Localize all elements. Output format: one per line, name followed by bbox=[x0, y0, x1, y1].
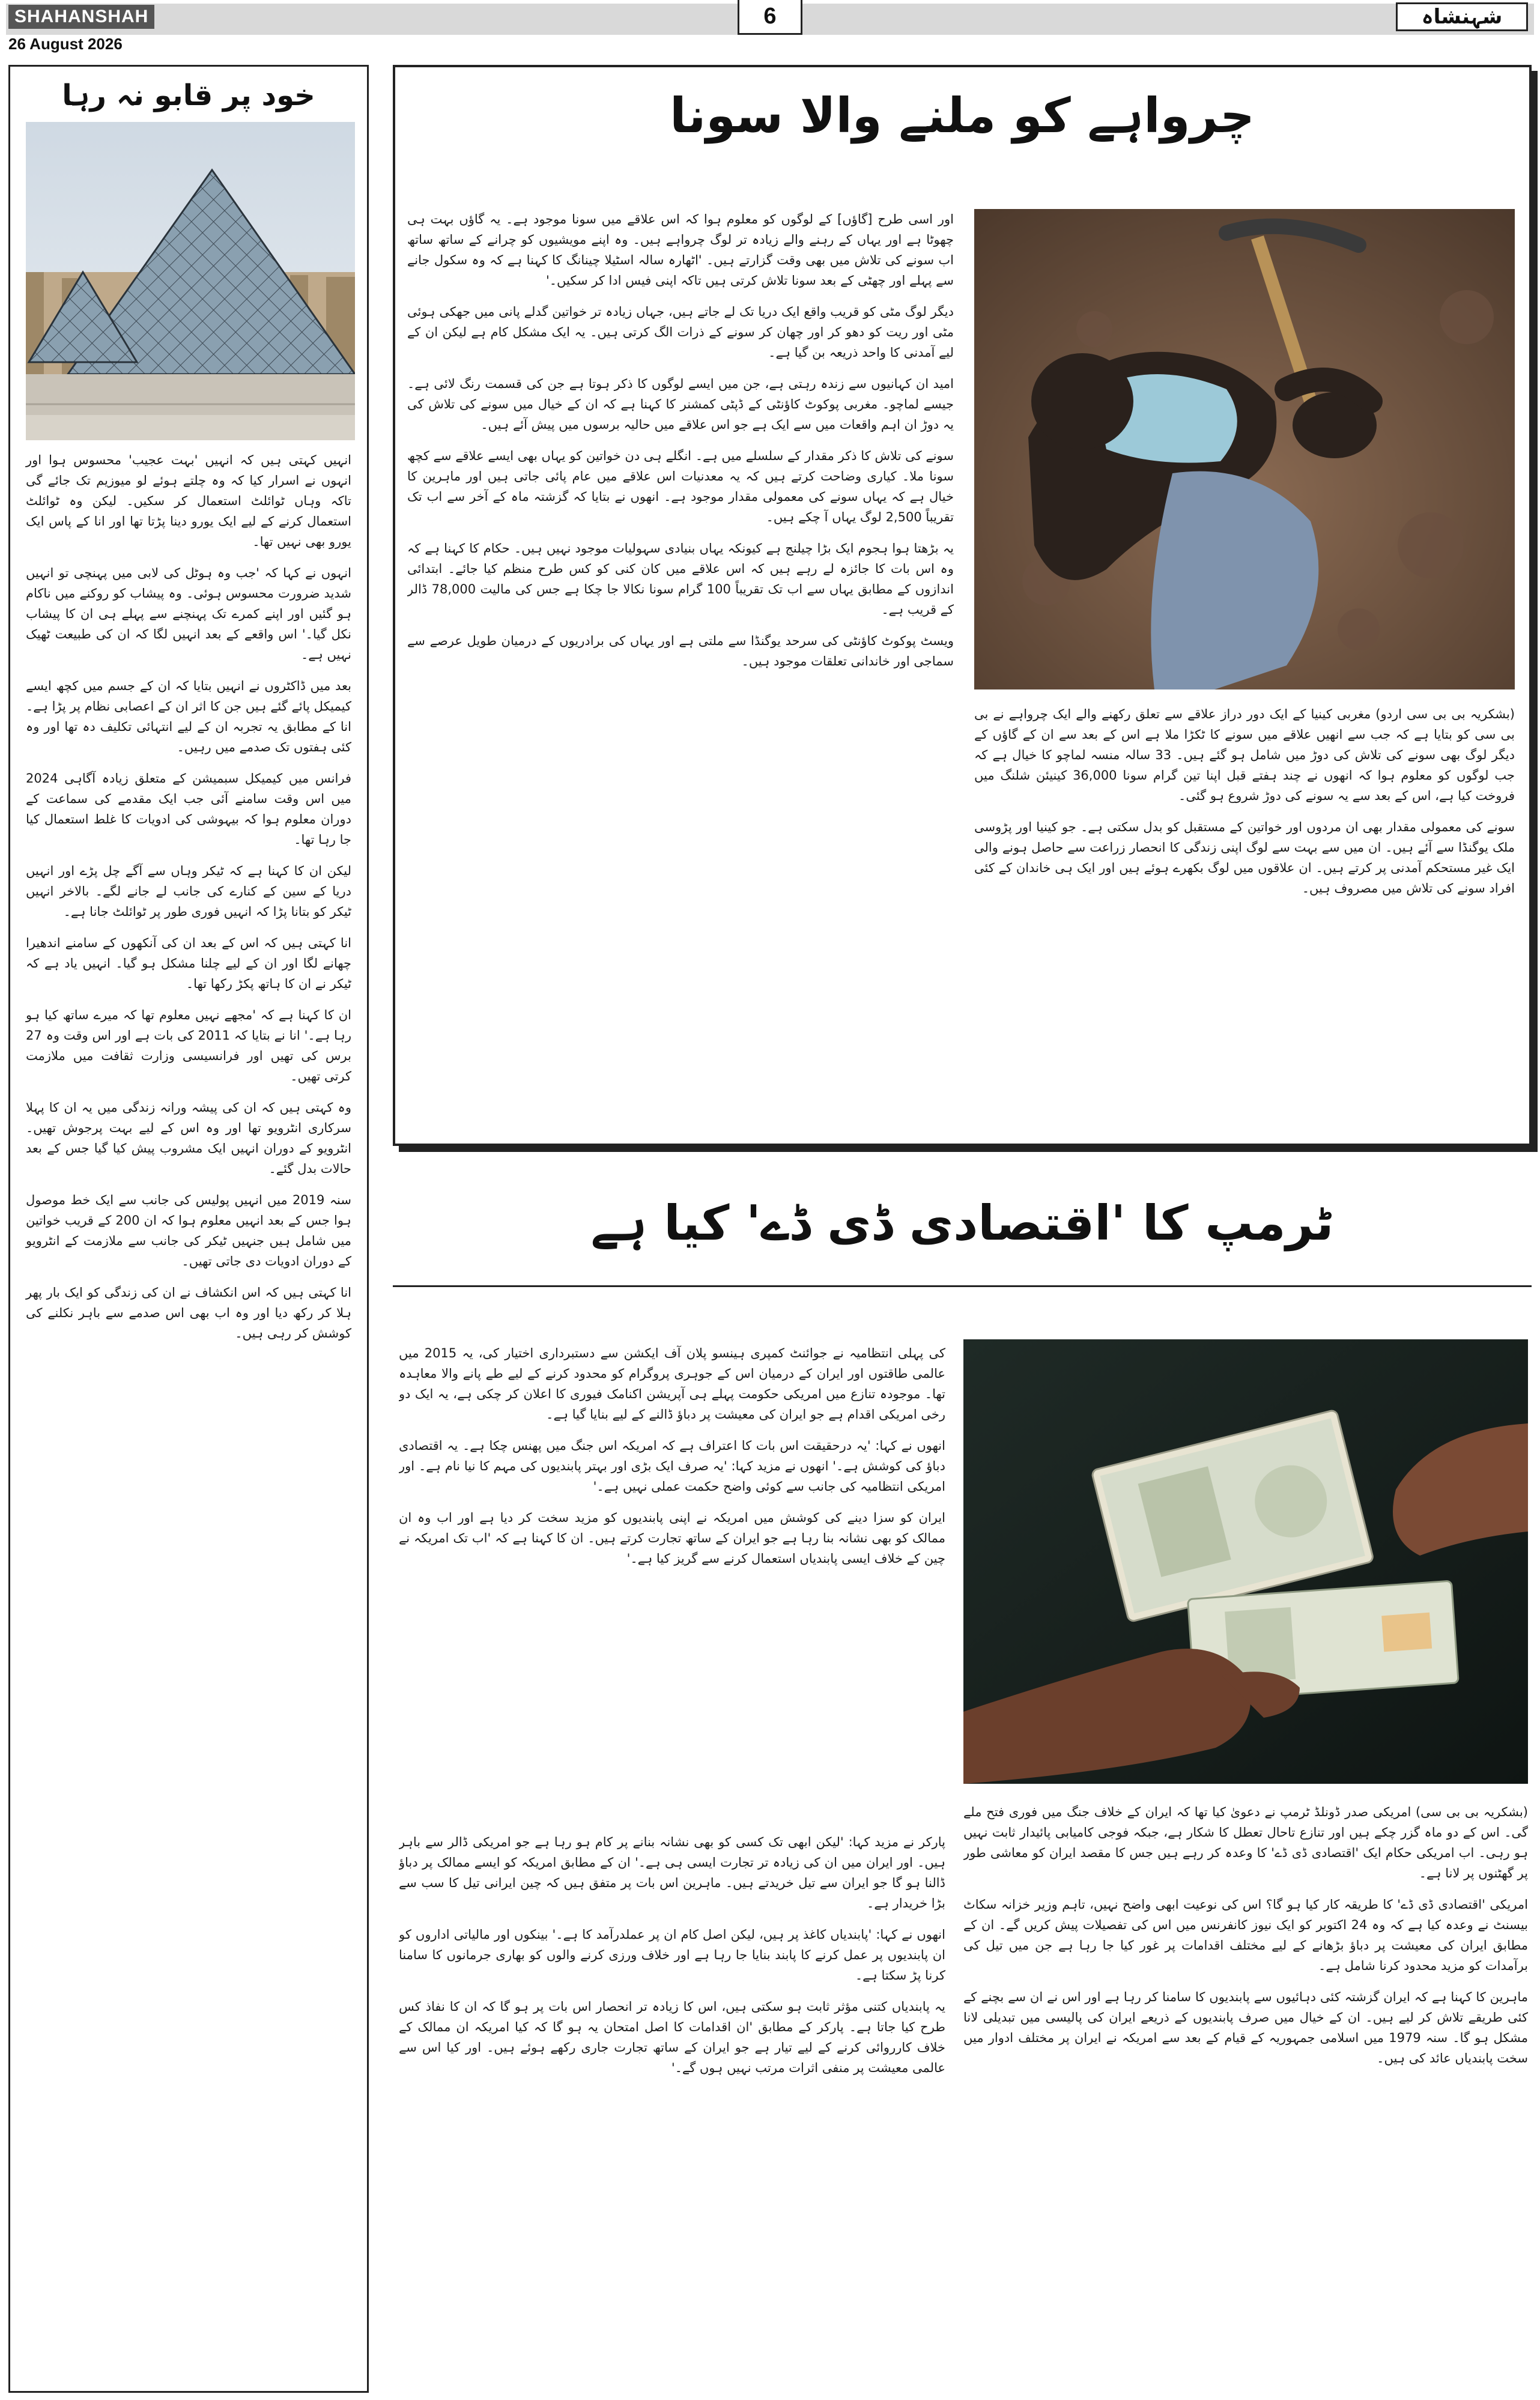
paragraph: یہ پابندیاں کتنی مؤثر ثابت ہو سکتی ہیں، اس کا زیادہ تر انحصار اس بات پر ہو گا کہ ان کا نفاذ کس طرح کیا جاتا ہے۔ پارکر کے مطابق 'ان اقدامات کا اصل امتحان یہ ہو گا کہ کیا امریکہ ان ممالک کے خلاف کارروائی کرنے کے لیے تیار ہے جو ایران کے ساتھ تجارت جاری رکھے ہوئے ہیں۔ اور کیا اس سے عالمی معیشت پر منفی اثرات مرتب نہیں ہوں گے۔' bbox=[399, 1999, 945, 2075]
paragraph: انا کہتی ہیں کہ اس انکشاف نے ان کی زندگی کو ایک بار پھر ہلا کر رکھ دیا اور وہ اب بھی اس صدمے سے باہر نکلنے کی کوشش کر رہی ہیں۔ bbox=[26, 1285, 351, 1341]
article2-column-top-left bbox=[399, 1343, 945, 1823]
miner-pickaxe-photo bbox=[974, 209, 1515, 689]
article2-divider bbox=[393, 1285, 1532, 1287]
paragraph: امید ان کہانیوں سے زندہ رہتی ہے، جن میں ایسے لوگوں کا ذکر ہوتا ہے جن کی قسمت رنگ لائی ہے۔ جیسے لماچو۔ مغربی پوکوٹ کاؤنٹی کے ڈپٹی کمشنر کا کہنا ہے کہ ان کے خیال میں سونے کی تلاش کی یہ دوڑ ان اہم واقعات میں سے ایک ہے جو اس علاقے میں حالیہ برسوں میں پیش آئے ہیں۔ bbox=[407, 377, 954, 432]
paragraph: بعد میں ڈاکٹروں نے انہیں بتایا کہ ان کے جسم میں کچھ ایسے کیمیکل پائے گئے ہیں جن کا اثر ان کے اعصابی نظام پر پڑا ہے۔ انا کے مطابق یہ تجربہ ان کے لیے انتہائی تکلیف دہ تھا اور وہ کئی ہفتوں تک صدمے میں رہیں۔ bbox=[26, 679, 351, 754]
paragraph: سونے کی معمولی مقدار بھی ان مردوں اور خواتین کے مستقبل کو بدل سکتی ہے۔ جو کینیا اور پڑوسی ملک یوگنڈا سے آئے ہیں۔ ان میں سے بہت سے لوگ اپنی زندگی کا انحصار زراعت سے حاصل ہونے والی ایک غیر مستحکم آمدنی پر کرتے ہیں۔ ان علاقوں میں لوگ بکھرے ہوئے ہیں اور ایک ہی خاندان کے کئی افراد سونے کی تلاش میں مصروف ہیں۔ bbox=[974, 820, 1515, 895]
paragraph: لیکن ان کا کہنا ہے کہ ٹیکر وہاں سے آگے چل پڑے اور انہیں دریا کے سین کے کنارے کی جانب لے جانے لگے۔ بالاخر انہیں ٹیکر کو بتانا پڑا کہ انہیں فوری طور پر ٹوائلٹ جانا ہے۔ bbox=[26, 864, 351, 919]
paragraph: سونے کی تلاش کا ذکر مقدار کے سلسلے میں ہے۔ انگلے ہی دن خواتین کو یہاں بھی ایسے علاقے سے کچھ سونا ملا۔ کیاری وضاحت کرتے ہیں کہ یہ معدنیات اس علاقے میں عام پائی جاتی ہیں اور ماہرین کا خیال ہے کہ یہاں سونے کی معمولی مقدار موجود ہے۔ انھوں نے بتایا کہ گزشتہ ماہ کے آخر سے اب تک تقریباً 2,500 لوگ یہاں آ چکے ہیں۔ bbox=[407, 449, 954, 524]
paragraph: (بشکریہ بی بی سی) امریکی صدر ڈونلڈ ٹرمپ نے دعویٰ کیا تھا کہ ایران کے خلاف جنگ میں فوری فتح ملے گی۔ اس کے دو ماہ گزر چکے ہیں اور تنازع تاحال تعطل کا شکار ہے، جبکہ فوجی کامیابی پائیدار ثابت نہیں ہو رہی۔ اب امریکی حکام ایک 'اقتصادی ڈی ڈے' کا وعدہ کر رہے ہیں جس کا مقصد ایران کو معاشی طور پر گھٹنوں پر لانا ہے۔ bbox=[963, 1805, 1528, 1880]
paragraph: یہ بڑھتا ہوا ہجوم ایک بڑا چیلنج ہے کیونکہ یہاں بنیادی سہولیات موجود نہیں ہیں۔ حکام کا کہنا ہے کہ وہ اس بات کا جائزہ لے رہے ہیں کہ اس علاقے میں کان کنی کو کس طرح منظم کیا جائے۔ ابتدائی اندازوں کے مطابق یہاں سے اب تک تقریباً 100 گرام سونا نکالا جا چکا ہے جس کی مالیت 78,000 ڈالر کے قریب ہے۔ bbox=[407, 541, 954, 617]
paragraph: ایران کو سزا دینے کی کوشش میں امریکہ نے اپنی پابندیوں کو مزید سخت کر دیا ہے اور اب وہ ان ممالک کو بھی نشانہ بنا رہا ہے جو ایران کے ساتھ تجارت کرتے ہیں۔ ان کا کہنا ہے کہ 'اب تک امریکہ نے چین کے خلاف ایسی پابندیاں استعمال کرنے سے گریز کیا ہے۔' bbox=[399, 1511, 945, 1566]
article1-column-left bbox=[407, 209, 954, 1134]
louvre-pyramid-photo bbox=[26, 122, 355, 440]
paragraph: سنہ 2019 میں انہیں پولیس کی جانب سے ایک خط موصول ہوا جس کے بعد انہیں معلوم ہوا کہ ان 200 کے قریب خواتین میں شامل ہیں جنہیں ٹیکر کی جانب سے ملازمت کے انٹرویو کے دوران ادویات دی جاتی تھیں۔ bbox=[26, 1193, 351, 1268]
article2-column-left bbox=[399, 1832, 945, 2394]
page-number: 6 bbox=[738, 0, 802, 35]
paragraph: انھوں نے کہا: 'پابندیاں کاغذ پر ہیں، لیکن اصل کام ان پر عملدرآمد کا ہے۔' بینکوں اور مالیاتی اداروں کو ان پابندیوں پر عمل کرنے کا پابند بنایا جا رہا ہے اور خلاف ورزی کرنے والوں کو بھاری جرمانوں کا سامنا کرنا پڑ سکتا ہے۔ bbox=[399, 1927, 945, 1983]
paragraph: پارکر نے مزید کہا: 'لیکن ابھی تک کسی کو بھی نشانہ بنانے پر کام ہو رہا ہے جو امریکی ڈالر سے باہر ہیں۔ اور ایران میں ان کی زیادہ تر تجارت ایسی ہی ہے۔' ان کے مطابق امریکہ کو ایسے ممالک پر دباؤ ڈالنا ہو گا جو ایران سے تیل خریدتے ہیں۔ ماہرین اس بات پر متفق ہیں کہ چین ایرانی تیل کا سب سے بڑا خریدار ہے۔ bbox=[399, 1835, 945, 1911]
paragraph: (بشکریہ بی بی سی اردو) مغربی کینیا کے ایک دور دراز علاقے سے تعلق رکھنے والے ایک چرواہے نے بی بی سی کو بتایا ہے کہ جب سے انھیں علاقے میں سونے کا ٹکڑا ملا ہے اس کے بعد سے ان کے گاؤں کے دیگر لوگ بھی سونے کی تلاش کی دوڑ میں شامل ہو گئے ہیں۔ 33 سالہ منسہ لماچو کا خیال ہے کہ جب لوگوں کو معلوم ہوا کہ انھوں نے چند ہفتے قبل اپنا تین گرام سونا 36,000 کینیئن شلنگ میں فروخت کیا ہے، اس کے بعد سے یہ سونے کی دوڑ شروع ہو گئی۔ bbox=[974, 707, 1515, 803]
article1-column-right bbox=[974, 704, 1515, 1136]
sidebar-article bbox=[8, 65, 369, 2393]
article2-column-right bbox=[963, 1802, 1528, 2394]
article2-headline: ٹرمپ کا 'اقتصادی ڈی ڈے' کیا ہے bbox=[590, 1195, 1334, 1251]
paragraph: فرانس میں کیمیکل سبمیشن کے متعلق زیادہ آگاہی 2024 میں اس وقت سامنے آئی جب ایک مقدمے کی سماعت کے دوران معلوم ہوا کہ بیہوشی کی ادویات کا غلط استعمال کیا جا رہا تھا۔ bbox=[26, 771, 351, 847]
paragraph: ویسٹ پوکوٹ کاؤنٹی کی سرحد یوگنڈا سے ملتی ہے اور یہاں کی برادریوں کے درمیان طویل عرصے سے سماجی اور خاندانی تعلقات موجود ہیں۔ bbox=[407, 634, 954, 668]
issue-date: 26 August 2026 bbox=[8, 35, 123, 53]
paragraph: انہوں نے کہا کہ 'جب وہ ہوٹل کی لابی میں پہنچی تو انہیں شدید ضرورت محسوس ہوئی۔ وہ پیشاب کو روکنے میں ناکام ہو گئیں اور اپنے کمرے تک پہنچنے سے پہلے ہی ان کا پیشاب نکل گیا۔' اس واقعے کے بعد انہیں لگا کہ ان کی طبیعت ٹھیک نہیں ہے۔ bbox=[26, 566, 351, 662]
paragraph: انھوں نے کہا: 'یہ درحقیقت اس بات کا اعتراف ہے کہ امریکہ اس جنگ میں پھنس چکا ہے۔ یہ اقتصادی دباؤ کی کوشش ہے۔' انھوں نے مزید کہا: 'یہ صرف ایک بڑی اور بہتر پابندیوں کی مہم کا نیا نام ہے۔ اور امریکی انتظامیہ کی جانب سے کوئی واضح حکمت عملی نہیں ہے۔' bbox=[399, 1438, 945, 1494]
sidebar-title: خود پر قابو نہ رہا bbox=[62, 79, 315, 112]
paragraph: کی پہلی انتظامیہ نے جوائنٹ کمپری ہینسو پلان آف ایکشن سے دستبرداری اختیار کی، یہ 2015 میں عالمی طاقتوں اور ایران کے درمیان اس کے جوہری پروگرام کو محدود کرنے کے لیے طے پانے والا معاہدہ تھا۔ موجودہ تنازع میں امریکی حکومت پہلے ہی آپریشن اکنامک فیوری کا اعلان کر چکی ہے، یہ ایک دو رخی امریکی اقدام ہے جو ایران کی معیشت پر دباؤ ڈالنے کے لیے بنایا گیا ہے۔ bbox=[399, 1346, 945, 1422]
masthead-brand-urdu: شہنشاہ bbox=[1396, 2, 1528, 31]
paragraph: وہ کہتی ہیں کہ ان کی پیشہ ورانہ زندگی میں یہ ان کا پہلا سرکاری انٹرویو تھا اور وہ اس کے لیے بہت پرجوش تھیں۔ انٹرویو کے دوران انہیں ایک مشروب پیش کیا گیا جس کے بعد حالات بدل گئے۔ bbox=[26, 1100, 351, 1176]
paragraph: اور اسی طرح [گاؤں] کے لوگوں کو معلوم ہوا کہ اس علاقے میں سونا موجود ہے۔ یہ گاؤں بہت ہی چھوٹا ہے اور یہاں کے رہنے والے زیادہ تر لوگ چرواہے ہیں۔ وہ اپنے مویشیوں کو چرانے کے ساتھ ساتھ اب سونے کی تلاش میں بھی وقت گزارتے ہیں۔ 'اٹھارہ سالہ اسٹیلا چینانگ کا کہنا ہے کہ وہ سکول جانے سے پہلے اور چھٹی کے بعد سونا تلاش کرتی ہیں تاکہ اپنی فیس ادا کر سکیں۔' bbox=[407, 212, 954, 288]
article1-headline: چرواہے کو ملنے والا سونا bbox=[670, 88, 1255, 144]
paragraph: ماہرین کا کہنا ہے کہ ایران گزشتہ کئی دہائیوں سے پابندیوں کا سامنا کر رہا ہے اور اس نے ان سے بچنے کے کئی طریقے تلاش کر لیے ہیں۔ ان کے خیال میں صرف پابندیوں کے ذریعے ایران کی پالیسی میں تبدیلی لانا مشکل ہو گا۔ سنہ 1979 میں اسلامی جمہوریہ کے قیام کے بعد سے امریکہ نے ایران پر مختلف ادوار میں سخت پابندیاں عائد کی ہیں۔ bbox=[963, 1990, 1528, 2065]
paragraph: ان کا کہنا ہے کہ 'مجھے نہیں معلوم تھا کہ میرے ساتھ کیا ہو رہا ہے۔' انا نے بتایا کہ 2011 کی بات ہے اور اس وقت وہ 27 برس کی تھیں اور فرانسیسی وزارت ثقافت میں ملازمت کرتی تھیں۔ bbox=[26, 1008, 351, 1083]
sidebar-body bbox=[26, 450, 351, 1344]
paragraph: امریکی 'اقتصادی ڈی ڈے' کا طریقہ کار کیا ہو گا؟ اس کی نوعیت ابھی واضح نہیں، تاہم وزیر خزانہ سکاٹ بیسنٹ نے وعدہ کیا ہے کہ وہ 24 اکتوبر کو ایک نیوز کانفرنس میں اس کی تفصیلات پیش کریں گے۔ ان کے مطابق ایران کی معیشت پر دباؤ بڑھانے کے لیے مختلف اقدامات پر غور کیا جا رہا ہے جن میں تیل کی برآمدات کو مزید محدود کرنا شامل ہے۔ bbox=[963, 1897, 1528, 1973]
article-gold-shepherd bbox=[393, 65, 1532, 1146]
masthead-brand-en: SHAHANSHAH bbox=[8, 5, 154, 29]
paragraph: دیگر لوگ مٹی کو قریب واقع ایک دریا تک لے جاتے ہیں، جہاں زیادہ تر خواتین گدلے پانی میں جھکی ہوئی مٹی اور ریت کو دھو کر اور چھان کر سونے کے ذرات الگ کرتی ہیں۔ یہ ایک مشکل کام ہے لیکن ان کے لیے آمدنی کا واحد ذریعہ بن گیا ہے۔ bbox=[407, 305, 954, 360]
paragraph: انہیں کہتی ہیں کہ انہیں 'بہت عجیب' محسوس ہوا اور انہوں نے اسرار کیا کہ وہ چلتے ہوئے لو میوزیم تک جائے گی تاکہ وہاں ٹوائلٹ استعمال کر سکیں۔ لیکن وہ ٹوائلٹ استعمال کرنے کے لیے ایک یورو دینا پڑتا تھا اور انا کے پاس ایک یورو بھی نہیں تھا۔ bbox=[26, 453, 351, 549]
dollar-banknotes-photo bbox=[963, 1339, 1528, 1784]
paragraph: انا کہتی ہیں کہ اس کے بعد ان کی آنکھوں کے سامنے اندھیرا چھانے لگا اور ان کے لیے چلنا مشکل ہو گیا۔ انہیں یاد ہے کہ ٹیکر نے ان کا ہاتھ پکڑ رکھا تھا۔ bbox=[26, 936, 351, 991]
